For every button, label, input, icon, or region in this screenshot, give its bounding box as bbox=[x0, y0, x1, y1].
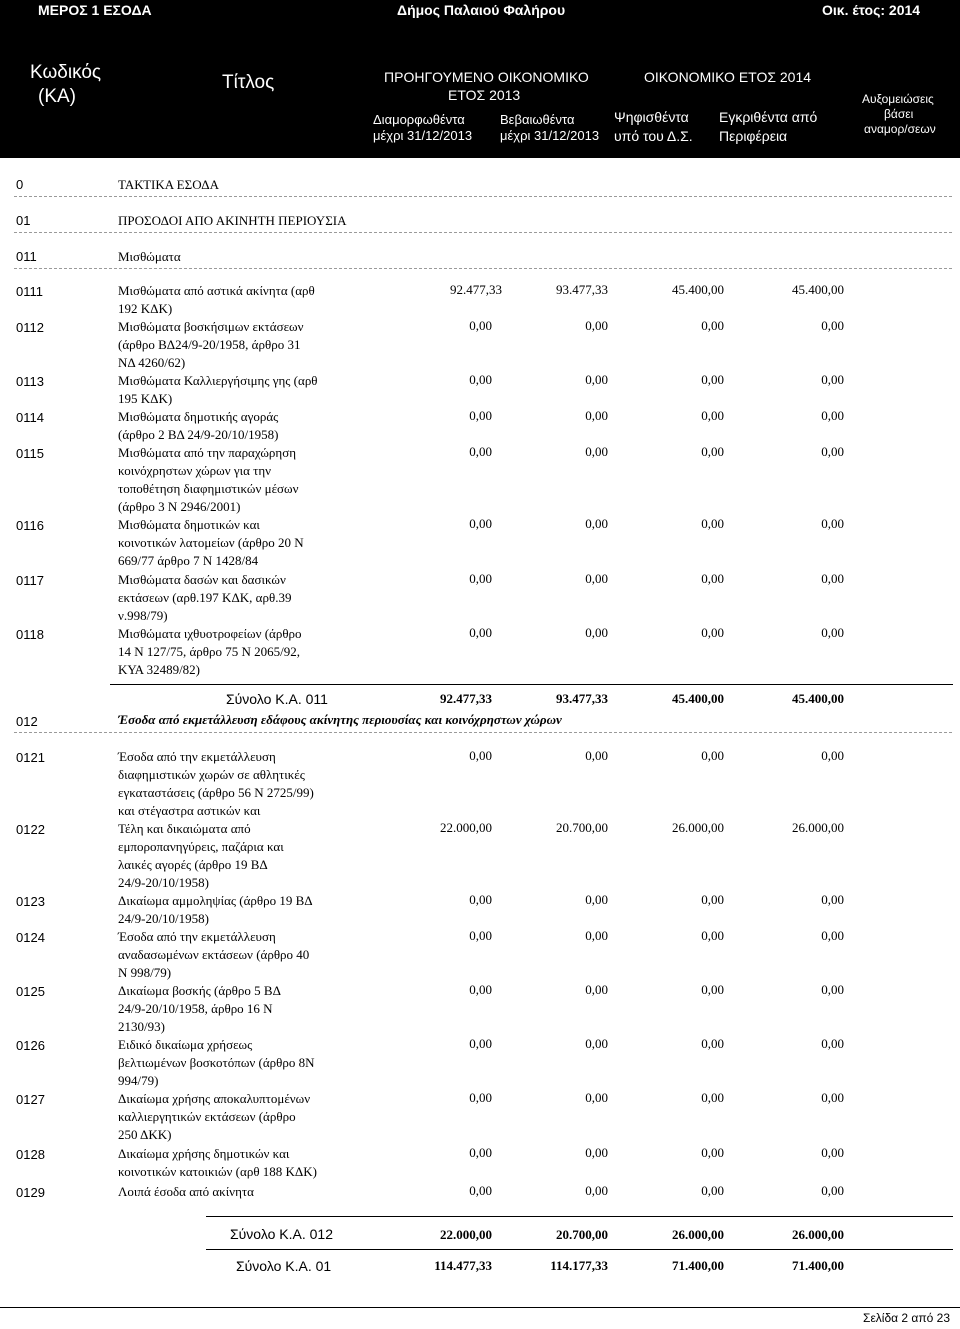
approved-value: 0,00 bbox=[821, 625, 844, 640]
section-code: 01 bbox=[16, 213, 31, 228]
verified-value: 0,00 bbox=[585, 892, 608, 907]
approved-header: Εγκριθέντα από bbox=[719, 109, 818, 125]
verified-value: 0,00 bbox=[585, 444, 608, 459]
formed-value: 0,00 bbox=[469, 982, 492, 997]
row-code: 0126 bbox=[16, 1038, 45, 1053]
section-code: 0 bbox=[16, 177, 24, 192]
row-divider bbox=[14, 232, 952, 233]
row-description: Μισθώματα δημοτικής αγοράς (άρθρο 2 ΒΔ 24/9-20/10/1958) bbox=[118, 409, 279, 442]
formed-header: Διαμορφωθέντα bbox=[373, 112, 465, 127]
row-code: 0122 bbox=[16, 822, 45, 837]
formed-value: 0,00 bbox=[469, 928, 492, 943]
approved-value: 0,00 bbox=[821, 444, 844, 459]
verified-value: 0,00 bbox=[585, 625, 608, 640]
total-label: Σύνολο Κ.Α. 01 bbox=[236, 1258, 332, 1274]
total-verified: 93.477,33 bbox=[556, 691, 608, 706]
row-description: Λοιπά έσοδα από ακίνητα bbox=[118, 1184, 254, 1199]
formed-value: 0,00 bbox=[469, 444, 492, 459]
title-header: Τίτλος bbox=[222, 72, 275, 93]
total-approved: 71.400,00 bbox=[792, 1258, 844, 1273]
verified-value: 0,00 bbox=[585, 408, 608, 423]
approved-value: 0,00 bbox=[821, 372, 844, 387]
voted-value: 45.400,00 bbox=[672, 282, 724, 297]
verified-value: 0,00 bbox=[585, 982, 608, 997]
row-description: Έσοδα από την εκμετάλλευση αναδασωμένων εκτάσεων (άρθρο 40 Ν 998/79) bbox=[118, 929, 310, 980]
row-description: Μισθώματα βοσκήσιμων εκτάσεων (άρθρο ΒΔ24/9-20/1958, άρθρο 31 ΝΔ 4260/62) bbox=[118, 319, 304, 370]
total-voted: 26.000,00 bbox=[672, 1227, 724, 1242]
voted-value: 0,00 bbox=[701, 318, 724, 333]
section-code: 011 bbox=[16, 249, 37, 264]
formed-value: 0,00 bbox=[469, 408, 492, 423]
approved-value: 0,00 bbox=[821, 1145, 844, 1160]
verified-value: 0,00 bbox=[585, 928, 608, 943]
formed-value: 0,00 bbox=[469, 372, 492, 387]
verified-value: 0,00 bbox=[585, 571, 608, 586]
total-approved: 45.400,00 bbox=[792, 691, 844, 706]
formed-value: 0,00 bbox=[469, 1036, 492, 1051]
formed-value: 0,00 bbox=[469, 625, 492, 640]
row-description: Μισθώματα δασών και δασικών εκτάσεων (αρθ.197 ΚΔΚ, αρθ.39 ν.998/79) bbox=[118, 572, 292, 623]
formed-value: 92.477,33 bbox=[450, 282, 502, 297]
total-verified: 20.700,00 bbox=[556, 1227, 608, 1242]
approved-value: 0,00 bbox=[821, 571, 844, 586]
code-header-sub: (ΚΑ) bbox=[38, 86, 76, 107]
approved-value: 0,00 bbox=[821, 892, 844, 907]
verified-header-sub: μέχρι 31/12/2013 bbox=[500, 128, 600, 143]
total-voted: 45.400,00 bbox=[672, 691, 724, 706]
formed-value: 0,00 bbox=[469, 516, 492, 531]
approved-value: 0,00 bbox=[821, 1036, 844, 1051]
total-divider bbox=[206, 1249, 953, 1250]
total-divider bbox=[206, 1216, 953, 1217]
formed-value: 22.000,00 bbox=[440, 820, 492, 835]
voted-header-sub: υπό του Δ.Σ. bbox=[614, 128, 693, 144]
section-code: 012 bbox=[16, 714, 38, 729]
section-title: ΠΡΟΣΟΔΟΙ ΑΠΟ ΑΚΙΝΗΤΗ ΠΕΡΙΟΥΣΙΑ bbox=[118, 213, 347, 228]
total-approved: 26.000,00 bbox=[792, 1227, 844, 1242]
verified-value: 0,00 bbox=[585, 748, 608, 763]
voted-value: 0,00 bbox=[701, 408, 724, 423]
row-description: Δικαίωμα χρήσης αποκαλυπτομένων καλλιεργητικών εκτάσεων (άρθρο 250 ΔΚΚ) bbox=[118, 1091, 311, 1142]
adjustments-header-sub: βάσει bbox=[884, 107, 914, 121]
page-number: Σελίδα 2 από 23 bbox=[863, 1311, 950, 1325]
approved-value: 0,00 bbox=[821, 1090, 844, 1105]
row-description: Δικαίωμα χρήσης δημοτικών και κοινοτικών κατοικιών (αρθ 188 ΚΔΚ) bbox=[118, 1146, 318, 1179]
verified-value: 20.700,00 bbox=[556, 820, 608, 835]
verified-value: 0,00 bbox=[585, 1036, 608, 1051]
row-code: 0124 bbox=[16, 930, 45, 945]
row-description: Μισθώματα δημοτικών και κοινοτικών λατομείων (άρθρο 20 Ν 669/77 άρθρο 7 Ν 1428/84 bbox=[118, 517, 304, 568]
verified-header: Βεβαιωθέντα bbox=[500, 112, 575, 127]
verified-value: 0,00 bbox=[585, 1145, 608, 1160]
voted-value: 0,00 bbox=[701, 1183, 724, 1198]
section-title: Μισθώματα bbox=[118, 249, 181, 264]
row-code: 0112 bbox=[16, 320, 44, 335]
row-code: 0118 bbox=[16, 627, 44, 642]
total-verified: 114.177,33 bbox=[550, 1258, 608, 1273]
voted-value: 0,00 bbox=[701, 1145, 724, 1160]
fiscal-year-label: Οικ. έτος: 2014 bbox=[822, 2, 921, 18]
row-code: 0114 bbox=[16, 410, 44, 425]
total-formed: 92.477,33 bbox=[440, 691, 492, 706]
row-code: 0111 bbox=[16, 284, 43, 299]
row-description: Μισθώματα ιχθυοτροφείων (άρθρο 14 Ν 127/75, άρθρο 75 Ν 2065/92, ΚΥΑ 32489/82) bbox=[118, 626, 302, 677]
total-formed: 22.000,00 bbox=[440, 1227, 492, 1242]
prev-year-header: ΠΡΟΗΓΟΥΜΕΝΟ ΟΙΚΟΝΟΜΙΚΟ bbox=[384, 69, 589, 85]
approved-value: 26.000,00 bbox=[792, 820, 844, 835]
approved-header-sub: Περιφέρεια bbox=[719, 128, 788, 144]
row-code: 0123 bbox=[16, 894, 45, 909]
formed-value: 0,00 bbox=[469, 318, 492, 333]
voted-value: 0,00 bbox=[701, 372, 724, 387]
top-bar bbox=[0, 0, 960, 22]
row-description: Ειδικό δικαίωμα χρήσεως βελτιωμένων βοσκοτόπων (άρθρο 8Ν 994/79) bbox=[118, 1037, 315, 1088]
row-description: Μισθώματα Καλλιεργήσιμης γης (αρθ 195 ΚΔΚ) bbox=[118, 373, 318, 406]
prev-year-header-sub: ΕΤΟΣ 2013 bbox=[448, 87, 521, 103]
row-description: Δικαίωμα βοσκής (άρθρο 5 ΒΔ 24/9-20/10/1958, άρθρο 16 Ν 2130/93) bbox=[118, 983, 281, 1034]
column-header bbox=[0, 22, 960, 158]
total-formed: 114.477,33 bbox=[434, 1258, 492, 1273]
row-code: 0127 bbox=[16, 1092, 45, 1107]
verified-value: 0,00 bbox=[585, 1183, 608, 1198]
formed-value: 0,00 bbox=[469, 892, 492, 907]
voted-value: 0,00 bbox=[701, 928, 724, 943]
formed-header-sub: μέχρι 31/12/2013 bbox=[373, 128, 473, 143]
row-divider bbox=[14, 196, 952, 197]
adjustments-header: Αυξομειώσεις bbox=[862, 92, 934, 106]
total-voted: 71.400,00 bbox=[672, 1258, 724, 1273]
verified-value: 0,00 bbox=[585, 1090, 608, 1105]
row-code: 0129 bbox=[16, 1185, 45, 1200]
voted-value: 0,00 bbox=[701, 625, 724, 640]
part-label: ΜΕΡΟΣ 1 ΕΣΟΔΑ bbox=[38, 2, 152, 18]
approved-value: 45.400,00 bbox=[792, 282, 844, 297]
voted-value: 26.000,00 bbox=[672, 820, 724, 835]
verified-value: 0,00 bbox=[585, 372, 608, 387]
row-divider bbox=[14, 268, 952, 269]
formed-value: 0,00 bbox=[469, 748, 492, 763]
row-code: 0125 bbox=[16, 984, 45, 999]
footer-rule bbox=[0, 1307, 960, 1308]
voted-value: 0,00 bbox=[701, 1036, 724, 1051]
formed-value: 0,00 bbox=[469, 1090, 492, 1105]
voted-value: 0,00 bbox=[701, 444, 724, 459]
approved-value: 0,00 bbox=[821, 928, 844, 943]
verified-value: 0,00 bbox=[585, 516, 608, 531]
approved-value: 0,00 bbox=[821, 408, 844, 423]
voted-value: 0,00 bbox=[701, 1090, 724, 1105]
code-header: Κωδικός bbox=[30, 62, 102, 83]
section-title: ΤΑΚΤΙΚΑ ΕΣΟΔΑ bbox=[118, 177, 220, 192]
total-label: Σύνολο Κ.Α. 011 bbox=[226, 691, 328, 707]
row-description: Τέλη και δικαιώματα από εμποροπανηγύρεις, παζάρια και λαικές αγορές (άρθρο 19 ΒΔ 24/9-20/10/1958) bbox=[118, 821, 284, 890]
row-code: 0116 bbox=[16, 518, 44, 533]
approved-value: 0,00 bbox=[821, 318, 844, 333]
row-description: Έσοδα από την εκμετάλλευση διαφημιστικών χωρών σε αθλητικές εγκαταστάσεις (άρθρο 56 Ν 2725/99) και στέγαστρα αστικών και bbox=[118, 749, 314, 818]
voted-value: 0,00 bbox=[701, 892, 724, 907]
row-description: Δικαίωμα αμμοληψίας (άρθρο 19 ΒΔ 24/9-20/10/1958) bbox=[118, 893, 313, 926]
total-label: Σύνολο Κ.Α. 012 bbox=[230, 1226, 333, 1242]
approved-value: 0,00 bbox=[821, 516, 844, 531]
approved-value: 0,00 bbox=[821, 982, 844, 997]
current-year-header: ΟΙΚΟΝΟΜΙΚΟ ΕΤΟΣ 2014 bbox=[644, 69, 812, 85]
voted-value: 0,00 bbox=[701, 571, 724, 586]
row-code: 0115 bbox=[16, 446, 44, 461]
municipality-label: Δήμος Παλαιού Φαλήρου bbox=[397, 2, 566, 18]
voted-value: 0,00 bbox=[701, 982, 724, 997]
row-code: 0128 bbox=[16, 1147, 45, 1162]
row-code: 0121 bbox=[16, 750, 45, 765]
voted-value: 0,00 bbox=[701, 748, 724, 763]
row-code: 0117 bbox=[16, 573, 44, 588]
row-description: Μισθώματα από την παραχώρηση κοινόχρηστων χώρων για την τοποθέτηση διαφημιστικών μέσων (άρθρο 3 Ν 2946/2001) bbox=[118, 445, 299, 514]
formed-value: 0,00 bbox=[469, 1145, 492, 1160]
formed-value: 0,00 bbox=[469, 571, 492, 586]
row-description: Μισθώματα από αστικά ακίνητα (αρθ 192 ΚΔΚ) bbox=[118, 283, 315, 316]
row-divider bbox=[14, 732, 952, 733]
section-title: Έσοδα από εκμετάλλευση εδάφους ακίνητης περιουσίας και κοινόχρηστων χώρων bbox=[118, 712, 562, 727]
approved-value: 0,00 bbox=[821, 748, 844, 763]
formed-value: 0,00 bbox=[469, 1183, 492, 1198]
voted-header: Ψηφισθέντα bbox=[614, 109, 689, 125]
verified-value: 0,00 bbox=[585, 318, 608, 333]
approved-value: 0,00 bbox=[821, 1183, 844, 1198]
row-code: 0113 bbox=[16, 374, 44, 389]
total-divider bbox=[110, 684, 953, 685]
verified-value: 93.477,33 bbox=[556, 282, 608, 297]
voted-value: 0,00 bbox=[701, 516, 724, 531]
adjustments-header-sub2: αναμορ/σεων bbox=[864, 122, 936, 136]
